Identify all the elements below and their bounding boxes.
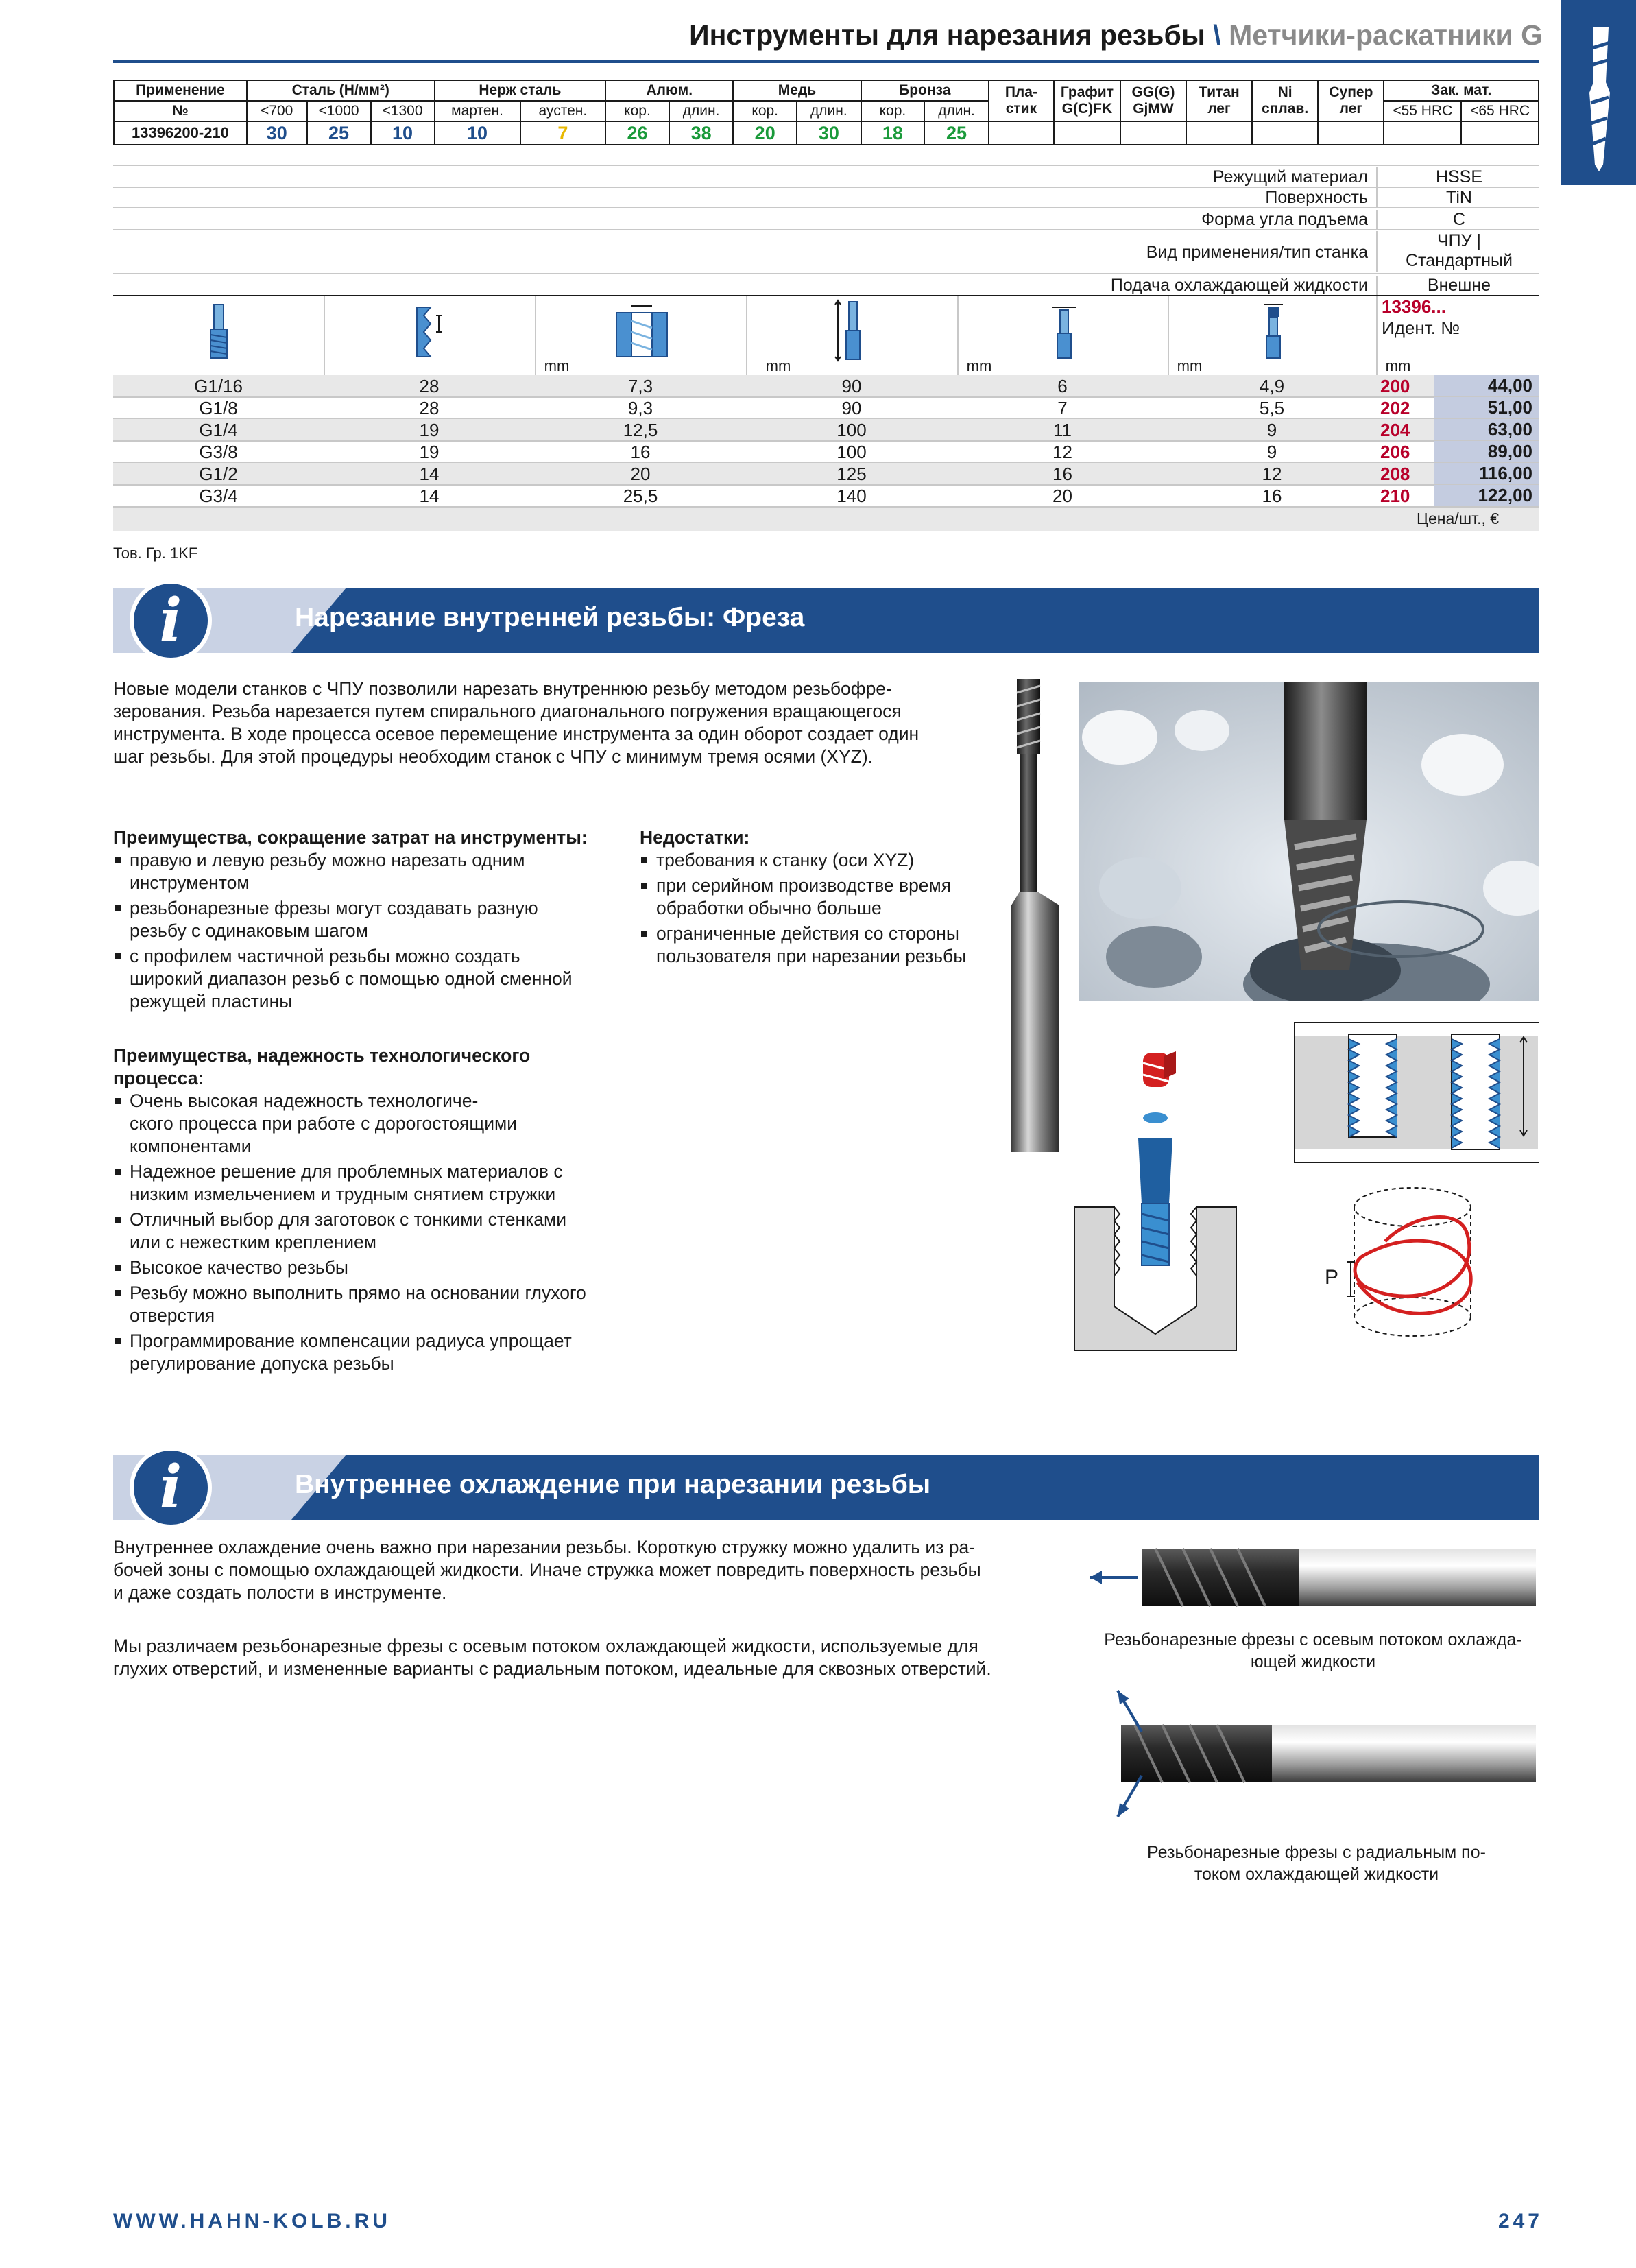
suitability-value: 30 — [797, 121, 861, 145]
icon-cell — [535, 296, 791, 375]
spec-value: TiN — [1376, 188, 1541, 207]
dim-cell: 12 — [1052, 442, 1072, 462]
price-label: Цена/шт., € — [1416, 510, 1500, 527]
suitability-value — [1186, 121, 1252, 145]
list-item: правую и левую резьбу можно нарезать одним инструментом — [113, 849, 627, 894]
dim-cell: 125 — [837, 464, 867, 484]
table-row — [113, 463, 1539, 486]
info-banner-cooling — [113, 1455, 1539, 1520]
article-number: 13396200-210 — [114, 121, 247, 145]
advantages-reliability — [113, 1045, 634, 1378]
size-cell: G1/2 — [199, 464, 238, 484]
advantages-reliability-list — [113, 1090, 634, 1375]
group-nickel: Ni сплав. — [1252, 80, 1318, 121]
sub-header: <65 HRC — [1461, 101, 1539, 121]
icon-cell — [1168, 296, 1411, 375]
table-row — [113, 485, 1539, 508]
axial-cooling-caption: Резьбонарезные фрезы с осевым потоком охлажда- ющей жидкости — [1104, 1630, 1522, 1671]
suitability-value — [1318, 121, 1384, 145]
cooling-paragraph-2: Мы различаем резьбонарезные фрезы с осевым потоком охлаждающей жидкости, используемые для глухих отверстий, и измененные варианты с радиальным потоком, идеальные для сквозных отверстий. — [113, 1636, 991, 1679]
section-title: Нарезание внутренней резьбы: Фреза — [295, 603, 805, 632]
spec-value: ЧПУ | Стандартный — [1376, 231, 1541, 272]
sub-header: <1000 — [307, 101, 371, 121]
total-length-icon — [832, 298, 874, 363]
page-title — [658, 19, 1543, 51]
sub-header: <700 — [247, 101, 307, 121]
dim-cell: 7 — [1057, 398, 1068, 418]
sub-header: мартен. — [435, 101, 520, 121]
price-cell: 122,00 — [1434, 485, 1539, 506]
spec-label: Режущий материал — [1212, 167, 1368, 187]
table-row — [113, 397, 1539, 420]
suitability-value: 20 — [733, 121, 797, 145]
group-cast-iron: GG(G) GjMW — [1120, 80, 1186, 121]
dim-cell: 28 — [419, 376, 440, 396]
icon-cell — [746, 296, 992, 375]
list-item: Резьбу можно выполнить прямо на основании глухого отверстия — [113, 1282, 634, 1327]
dim-cell: 19 — [419, 442, 440, 462]
advantages-cost-title: Преимущества, сокращение затрат на инструменты: — [113, 827, 588, 848]
suitability-value: 7 — [520, 121, 606, 145]
id-cell[interactable]: 202 — [1380, 398, 1410, 418]
dim-cell: 28 — [419, 398, 440, 418]
icon-cell — [957, 296, 1203, 375]
sub-header: <55 HRC — [1384, 101, 1461, 121]
list-item: при серийном производстве время обработки обычно больше — [640, 874, 996, 920]
suitability-value — [1252, 121, 1318, 145]
list-item: Очень высокая надежность технологиче- ского процесса при работе с дорогостоящими компонентами — [113, 1090, 634, 1158]
price-cell: 89,00 — [1434, 441, 1539, 462]
size-cell: G3/8 — [199, 442, 238, 462]
group-hardened: Зак. мат. — [1384, 80, 1539, 101]
group-steel: Сталь (Н/мм²) — [247, 80, 435, 101]
title-rule — [113, 60, 1539, 63]
section-tab[interactable] — [1561, 0, 1636, 185]
spec-row — [113, 165, 1539, 188]
list-item: требования к станку (оси XYZ) — [640, 849, 996, 872]
dim-cell: 16 — [630, 442, 651, 462]
dim-cell: 9,3 — [627, 398, 653, 418]
advantages-reliability-title: Преимущества, надежность технологического процесса: — [113, 1045, 531, 1088]
section-title: Внутреннее охлаждение при нарезании резьбы — [295, 1470, 931, 1499]
footer-url-link[interactable]: WWW.HAHN-KOLB.RU — [113, 2210, 391, 2232]
dim-cell: 100 — [837, 442, 867, 462]
thread-mill-tool-image — [1005, 679, 1066, 1152]
id-header-cell — [1376, 296, 1539, 375]
dim-cell: 16 — [1052, 464, 1072, 484]
size-cell: G1/4 — [199, 420, 238, 440]
application-header: Применение — [114, 80, 247, 101]
group-copper: Медь — [733, 80, 861, 101]
size-cell: G3/4 — [199, 486, 238, 506]
group-aluminium: Алюм. — [605, 80, 733, 101]
icon-cell — [324, 296, 570, 375]
dim-cell: 20 — [630, 464, 651, 484]
list-item: Высокое качество резьбы — [113, 1256, 634, 1279]
sub-header: длин. — [797, 101, 861, 121]
suitability-value: 30 — [247, 121, 307, 145]
unit-label: mm — [544, 357, 570, 374]
group-bronze: Бронза — [861, 80, 989, 101]
list-item: резьбонарезные фрезы могут создавать разную резьбу с одинаковым шагом — [113, 897, 627, 942]
dim-cell: 4,9 — [1259, 376, 1285, 396]
sub-header: кор. — [733, 101, 797, 121]
dim-cell: 19 — [419, 420, 440, 440]
sub-header: кор. — [861, 101, 925, 121]
dim-cell: 25,5 — [623, 486, 658, 506]
sub-header: длин. — [669, 101, 734, 121]
suitability-value — [1461, 121, 1539, 145]
spec-label: Поверхность — [1265, 188, 1368, 207]
spec-value: Внешне — [1376, 276, 1541, 295]
spec-row — [113, 208, 1539, 230]
spec-row — [113, 274, 1539, 296]
dim-cell: 5,5 — [1259, 398, 1285, 418]
sub-header: кор. — [605, 101, 669, 121]
suitability-value: 25 — [924, 121, 989, 145]
spec-label: Форма угла подъема — [1201, 210, 1368, 229]
disadvantages — [640, 826, 996, 970]
spec-value: C — [1376, 210, 1541, 229]
material-table — [113, 80, 1539, 145]
radial-cooling-caption: Резьбонарезные фрезы с радиальным по- током охлаждающей жидкости — [1147, 1843, 1486, 1884]
price-cell: 51,00 — [1434, 397, 1539, 418]
dim-cell: 140 — [837, 486, 867, 506]
dim-cell: 90 — [841, 398, 862, 418]
mill-in-bore-diagram — [1073, 1046, 1238, 1351]
id-label: Идент. № — [1382, 318, 1460, 338]
radial-cooling-tool-image — [1087, 1684, 1539, 1821]
spec-label: Вид применения/тип станка — [1146, 243, 1368, 262]
dim-cell: 12 — [1262, 464, 1282, 484]
id-cell[interactable]: 200 — [1380, 376, 1410, 396]
size-cell: G1/8 — [199, 398, 238, 418]
suitability-value: 25 — [307, 121, 371, 145]
cooling-paragraph-1: Внутреннее охлаждение очень важно при нарезании резьбы. Короткую стружку можно удалить из ра- бочей зоны с помощью охлаждающей жидкости. Иначе стружка может повредить поверхность резьбы и даже создать полости в инструменте. — [113, 1537, 981, 1603]
info-icon: i — [130, 1446, 212, 1529]
price-cell: 44,00 — [1434, 375, 1539, 396]
dim-cell: 9 — [1266, 420, 1277, 440]
unit-label: mm — [765, 357, 791, 374]
table-row — [113, 419, 1539, 442]
list-item: Отличный выбор для заготовок с тонкими стенками или с нежестким креплением — [113, 1208, 634, 1254]
table-row — [113, 375, 1539, 398]
core-hole-icon — [611, 300, 673, 362]
suitability-value: 10 — [435, 121, 520, 145]
suitability-value — [989, 121, 1054, 145]
dim-cell: 100 — [837, 420, 867, 440]
thread-size-icon — [205, 302, 232, 363]
sub-header: аустен. — [520, 101, 606, 121]
thread-section-diagram — [1294, 1022, 1539, 1163]
list-item: с профилем частичной резьбы можно создать широкий диапазон резьб с помощью одной сменной режущей пластины — [113, 945, 627, 1013]
page-number: 247 — [1497, 2210, 1543, 2232]
id-cell[interactable]: 206 — [1380, 442, 1410, 462]
number-header: № — [114, 101, 247, 121]
suitability-value: 18 — [861, 121, 925, 145]
dim-cell: 9 — [1266, 442, 1277, 462]
unit-label: mm — [966, 357, 992, 374]
axial-cooling-tool-image — [1087, 1536, 1539, 1612]
group-superalloy: Супер лег — [1318, 80, 1384, 121]
spec-row — [113, 230, 1539, 274]
pitch-label: P — [1325, 1266, 1339, 1289]
dim-cell: 16 — [1262, 486, 1282, 506]
price-cell: 63,00 — [1434, 419, 1539, 440]
group-titanium: Титан лег — [1186, 80, 1252, 121]
advantages-cost — [113, 826, 627, 1016]
suitability-value: 26 — [605, 121, 669, 145]
list-item: Надежное решение для проблемных материалов с низким измельчением и трудным снятием стружки — [113, 1160, 634, 1206]
thread-milling-photo — [1079, 682, 1539, 1001]
product-group: Тов. Гр. 1KF — [113, 545, 198, 562]
dim-cell: 12,5 — [623, 420, 658, 440]
sub-header: <1300 — [371, 101, 435, 121]
group-stainless: Нерж сталь — [435, 80, 606, 101]
info-banner-milling — [113, 588, 1539, 653]
list-item: ограниченные действия со стороны пользователя при нарезании резьбы — [640, 922, 996, 968]
spec-value: HSSE — [1376, 167, 1541, 187]
helix-pitch-diagram — [1310, 1180, 1488, 1351]
dim-cell: 11 — [1053, 420, 1072, 440]
id-cell[interactable]: 204 — [1380, 420, 1410, 440]
advantages-cost-list — [113, 849, 627, 1013]
spec-label: Подача охлаждающей жидкости — [1110, 276, 1368, 295]
dim-cell: 90 — [841, 376, 862, 396]
suitability-value: 10 — [371, 121, 435, 145]
disadvantages-title: Недостатки: — [640, 827, 750, 848]
shank-diameter-icon — [1044, 300, 1085, 362]
disadvantages-list — [640, 849, 996, 968]
suitability-value — [1054, 121, 1120, 145]
spec-row — [113, 187, 1539, 208]
unit-label: mm — [1177, 357, 1203, 374]
icon-cell — [113, 296, 324, 375]
id-cell[interactable]: 208 — [1380, 464, 1410, 484]
suitability-value: 38 — [669, 121, 734, 145]
dimension-icons-row — [113, 295, 1539, 375]
sub-header: длин. — [924, 101, 989, 121]
group-plastic: Пла- стик — [989, 80, 1054, 121]
tap-tool-icon — [1561, 0, 1636, 185]
price-cell: 116,00 — [1434, 463, 1539, 484]
square-size-icon — [1253, 300, 1294, 362]
dim-cell: 14 — [419, 464, 440, 484]
title-main: Инструменты для нарезания резьбы — [689, 19, 1205, 51]
dim-cell: 20 — [1052, 486, 1072, 506]
title-sub: Метчики-раскатники G — [1229, 19, 1543, 51]
dim-cell: 6 — [1057, 376, 1068, 396]
threads-per-inch-icon — [410, 300, 451, 362]
info-icon: i — [130, 580, 212, 662]
group-graphite: Графит G(C)FK — [1054, 80, 1120, 121]
dim-cell: 7,3 — [627, 376, 653, 396]
price-footer-row — [113, 508, 1539, 531]
table-row — [113, 441, 1539, 464]
id-cell[interactable]: 210 — [1380, 486, 1410, 506]
list-item: Программирование компенсации радиуса упрощает регулирование допуска резьбы — [113, 1330, 634, 1375]
suitability-value — [1120, 121, 1186, 145]
milling-intro: Новые модели станков с ЧПУ позволили нарезать внутреннюю резьбу методом резьбофре- зерования. Резьба нарезается путем спирального диагонального погружения вращающегося инструмента. В ходе процесса осевое перемещение инструмента за один оборот создает один шаг резьбы. Для этой процедуры необходим станок с ЧПУ с минимум тремя осями (XYZ). — [113, 678, 919, 767]
title-separator: \ — [1213, 19, 1221, 51]
suitability-value — [1384, 121, 1461, 145]
unit-label: mm — [1385, 357, 1411, 374]
size-cell: G1/16 — [194, 376, 243, 396]
dim-cell: 14 — [419, 486, 440, 506]
id-prefix: 13396... — [1382, 296, 1446, 317]
